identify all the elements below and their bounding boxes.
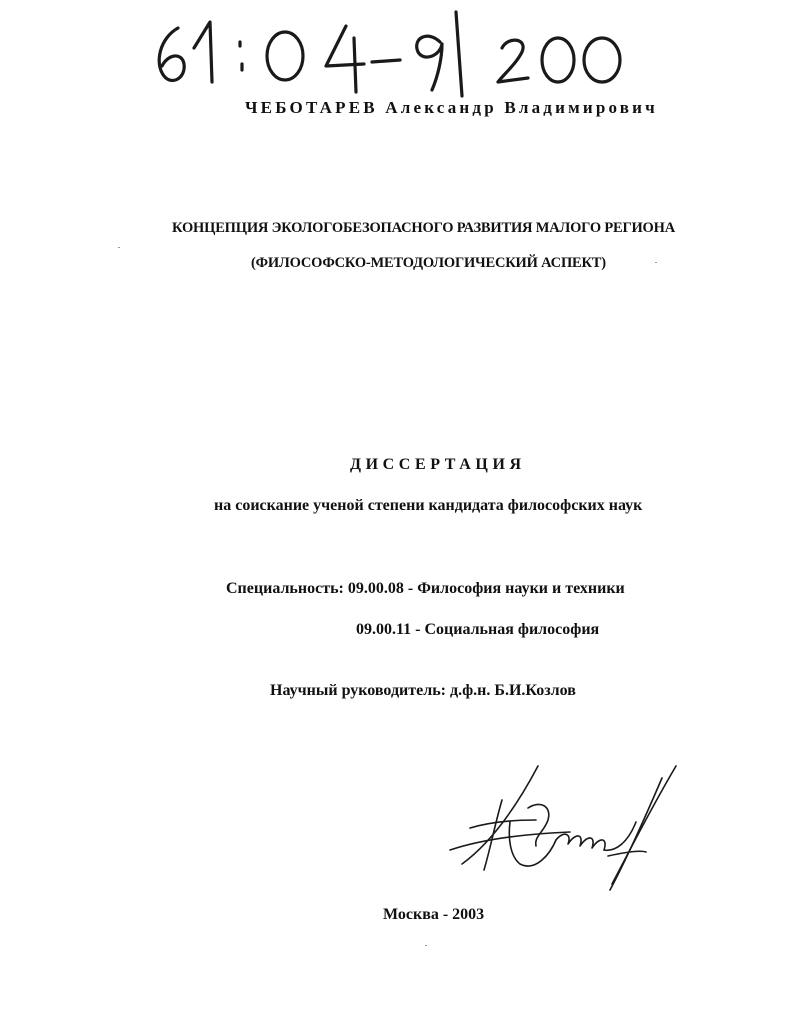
specialty-line-1: Специальность: 09.00.08 - Философия науки и техники bbox=[226, 580, 625, 597]
scan-speck bbox=[425, 945, 427, 946]
scientific-advisor: Научный руководитель: д.ф.н. Б.И.Козлов bbox=[270, 682, 576, 699]
scan-speck bbox=[655, 262, 657, 263]
specialty-line-2: 09.00.11 - Социальная философия bbox=[356, 621, 600, 638]
dissertation-title-line-2: (ФИЛОСОФСКО-МЕТОДОЛОГИЧЕСКИЙ АСПЕКТ) bbox=[251, 255, 606, 271]
document-type-heading: ДИССЕРТАЦИЯ bbox=[350, 456, 526, 473]
degree-purpose: на соискание ученой степени кандидата философских наук bbox=[214, 497, 643, 514]
handwritten-archive-code bbox=[150, 8, 640, 98]
scan-speck bbox=[118, 247, 120, 248]
handwritten-signature bbox=[440, 760, 690, 900]
dissertation-title-line-1: КОНЦЕПЦИЯ ЭКОЛОГОБЕЗОПАСНОГО РАЗВИТИЯ МАЛОГО РЕГИОНА bbox=[172, 220, 675, 236]
place-and-year: Москва - 2003 bbox=[383, 906, 485, 923]
author-name: ЧЕБОТАРЕВ Александр Владимирович bbox=[245, 98, 658, 117]
